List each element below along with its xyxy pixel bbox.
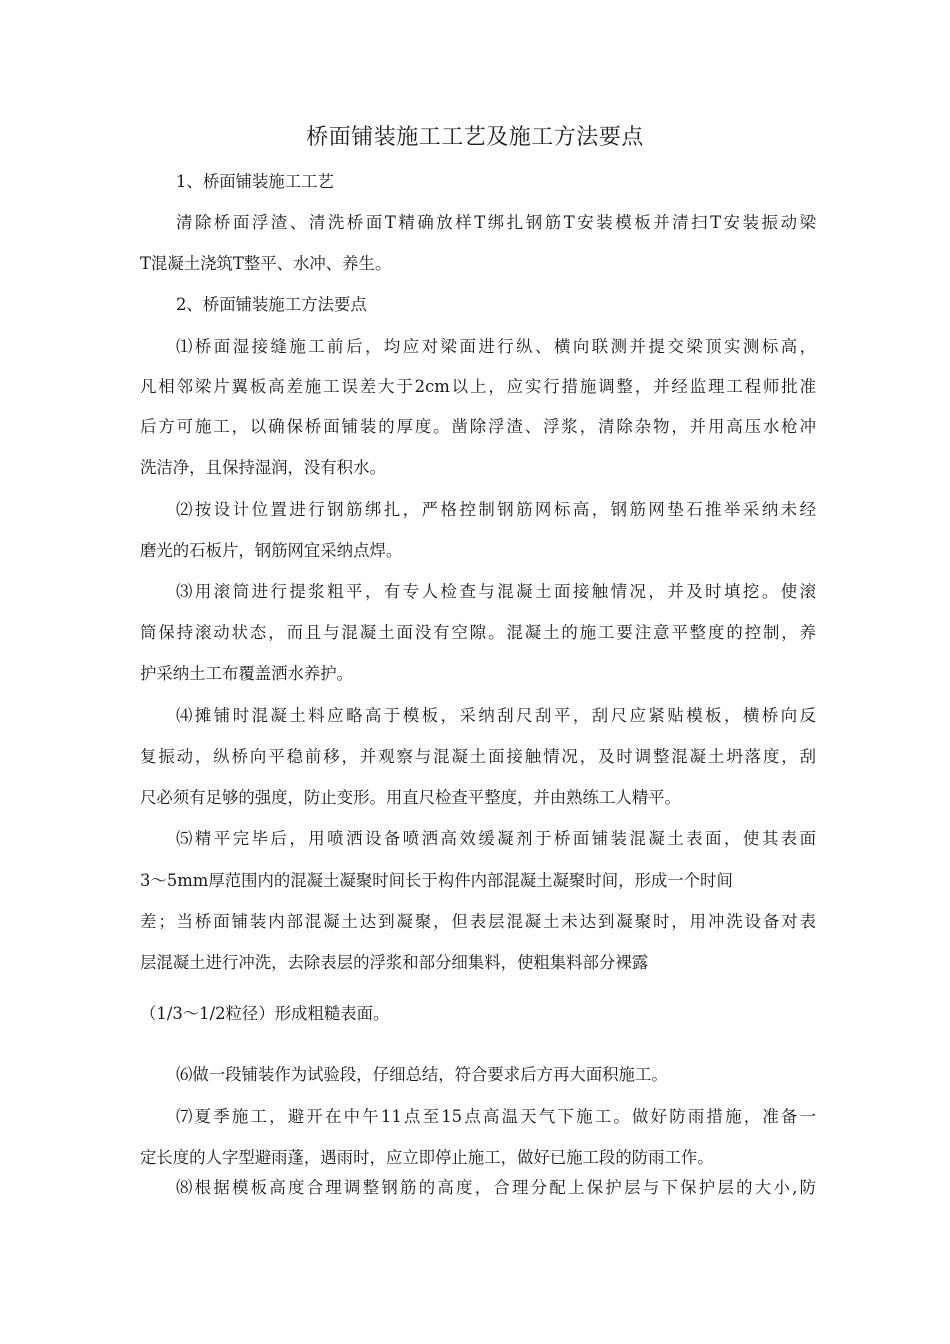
paragraph-line: 3〜5mm厚范围内的混凝土凝聚时间长于构件内部混凝土凝聚时间，形成一个时间 [140,871,733,890]
paragraph-line: 差；当桥面铺装内部混凝土达到凝聚，但表层混凝土未达到凝聚时，用冲洗设备对表 [140,912,816,931]
paragraph-line: 凡相邻梁片翼板高差施工误差大于2cm以上，应实行措施调整，并经监理工程师批准 [140,377,816,396]
paragraph-line: T混凝土浇筑T整平、水冲、养生。 [140,254,392,273]
paragraph-line: 筒保持滚动状态，而且与混凝土面没有空隙。混凝土的施工要注意平整度的控制，养 [140,623,816,642]
paragraph-line: ⑸精平完毕后，用喷洒设备喷洒高效缓凝剂于桥面铺装混凝土表面，使其表面 [176,829,816,848]
paragraph-line: ⑶用滚筒进行提浆粗平，有专人检查与混凝土面接触情况，并及时填挖。使滚 [176,582,816,601]
paragraph-line: 定长度的人字型避雨蓬，遇雨时，应立即停止施工，做好已施工段的防雨工作。 [140,1148,714,1167]
paragraph-line: ⑷摊铺时混凝土料应略高于模板，采纳刮尺刮平，刮尺应紧贴模板，横桥向反 [176,706,816,725]
paragraph-line: ⑺夏季施工，避开在中午11点至15点高温天气下施工。做好防雨措施，准备一 [176,1107,816,1126]
paragraph-line: 复振动，纵桥向平稳前移，并观察与混凝土面接触情况，及时调整混凝土坍落度，刮 [140,747,816,766]
paragraph-line: 清除桥面浮渣、清洗桥面T精确放样T绑扎钢筋T安装模板并清扫T安装振动梁 [176,213,816,232]
paragraph-line: （1/3〜1/2粒径）形成粗糙表面。 [140,1004,390,1023]
paragraph-line: 磨光的石板片，钢筋网宜采纳点焊。 [140,541,403,560]
paragraph-line: 护采纳土工布覆盖洒水养护。 [140,664,354,683]
paragraph-line: 后方可施工，以确保桥面铺装的厚度。凿除浮渣、浮浆，清除杂物，并用高压水枪冲 [140,417,816,436]
paragraph-line: 层混凝土进行冲洗，去除表层的浮浆和部分细集料，使粗集料部分裸露 [140,953,649,972]
document-title: 桥面铺装施工工艺及施工方法要点 [306,125,644,150]
section-heading-2: 2、桥面铺装施工方法要点 [176,295,367,314]
paragraph-line: ⑴桥面湿接缝施工前后，均应对梁面进行纵、横向联测并提交梁顶实测标高， [176,337,816,356]
section-heading-1: 1、桥面铺装施工工艺 [176,172,334,191]
paragraph-line: 洗洁净，且保持湿润，没有积水。 [140,458,386,477]
paragraph-line: ⑻根据模板高度合理调整钢筋的高度，合理分配上保护层与下保护层的大小,防 [176,1178,816,1197]
paragraph-line: 尺必须有足够的强度，防止变形。用直尺检查平整度，并由熟练工人精平。 [140,788,681,807]
paragraph-line: ⑹做一段铺装作为试验段，仔细总结，符合要求后方再大面积施工。 [176,1065,668,1084]
paragraph-line: ⑵按设计位置进行钢筋绑扎，严格控制钢筋网标高，钢筋网垫石推举采纳未经 [176,500,816,519]
